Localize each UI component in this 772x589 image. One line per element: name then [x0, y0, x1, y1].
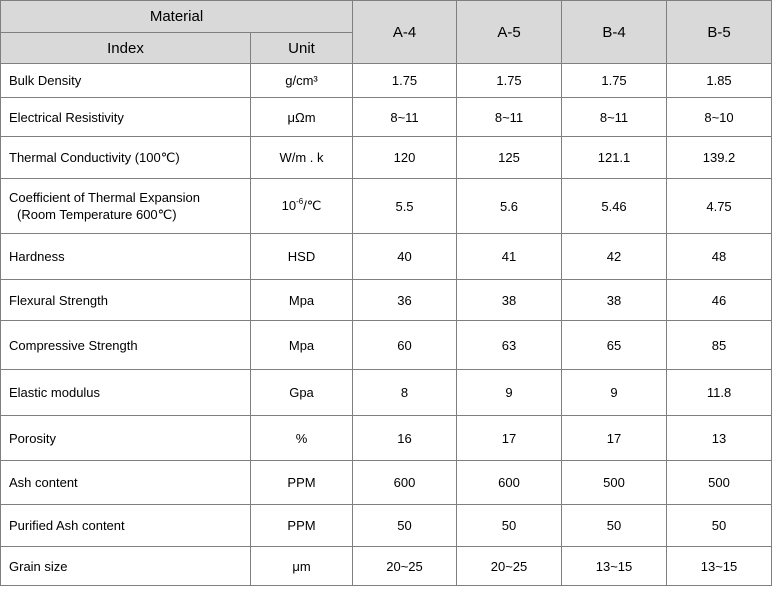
- cell-value: 1.75: [562, 64, 667, 98]
- grade-header-a4: A-4: [353, 1, 457, 64]
- row-unit: $10^{-6}/℃$: [251, 179, 353, 234]
- table-row: [1, 280, 772, 321]
- grade-header-a5: A-5: [457, 1, 562, 64]
- cell-value: 600: [457, 461, 562, 505]
- cell-value: 50: [562, 505, 667, 547]
- table-row: [1, 370, 772, 416]
- cell-value: 8~10: [667, 98, 772, 137]
- row-index: Flexural Strength: [1, 280, 251, 321]
- cell-value: 8~11: [457, 98, 562, 137]
- cell-value: 16: [353, 416, 457, 461]
- cell-value: 5.6: [457, 179, 562, 234]
- cell-value: 50: [353, 505, 457, 547]
- index-header: Index: [1, 33, 251, 64]
- cell-value: 1.85: [667, 64, 772, 98]
- cell-value: 17: [562, 416, 667, 461]
- cell-value: 5.46: [562, 179, 667, 234]
- row-unit: W/m . k: [251, 137, 353, 179]
- cell-value: 9: [457, 370, 562, 416]
- row-unit: HSD: [251, 234, 353, 280]
- row-index-line1: Coefficient of Thermal Expansion: [9, 190, 201, 205]
- cell-value: 13: [667, 416, 772, 461]
- unit-header: Unit: [251, 33, 353, 64]
- row-unit: Mpa: [251, 321, 353, 370]
- table-row: [1, 64, 772, 98]
- row-index: Porosity: [1, 416, 251, 461]
- row-unit: μΩm: [251, 98, 353, 137]
- table-row: [1, 416, 772, 461]
- row-index: Purified Ash content: [1, 505, 251, 547]
- cell-value: 46: [667, 280, 772, 321]
- table-row: [1, 321, 772, 370]
- cell-value: 120: [353, 137, 457, 179]
- cell-value: 13~15: [667, 547, 772, 586]
- cell-value: 125: [457, 137, 562, 179]
- table-row: [1, 461, 772, 505]
- cell-value: 48: [667, 234, 772, 280]
- row-unit: Mpa: [251, 280, 353, 321]
- cell-value: 600: [353, 461, 457, 505]
- cell-value: 11.8: [667, 370, 772, 416]
- cell-value: 500: [562, 461, 667, 505]
- cell-value: 5.5: [353, 179, 457, 234]
- row-unit: PPM: [251, 461, 353, 505]
- grade-header-b4: B-4: [562, 1, 667, 64]
- cell-value: 41: [457, 234, 562, 280]
- row-index: Hardness: [1, 234, 251, 280]
- row-unit: PPM: [251, 505, 353, 547]
- row-index: Thermal Conductivity (100℃): [1, 137, 251, 179]
- table-row: [1, 98, 772, 137]
- cell-value: 60: [353, 321, 457, 370]
- table-row: [1, 137, 772, 179]
- table-row: [1, 505, 772, 547]
- cell-value: 17: [457, 416, 562, 461]
- row-index: [1, 179, 251, 234]
- cell-value: 121.1: [562, 137, 667, 179]
- table-row: [1, 234, 772, 280]
- row-index: Elastic modulus: [1, 370, 251, 416]
- material-header: Material: [1, 1, 353, 33]
- cell-value: 1.75: [457, 64, 562, 98]
- cell-value: 20~25: [353, 547, 457, 586]
- cell-value: 50: [457, 505, 562, 547]
- table-row: [1, 179, 772, 234]
- cell-value: 8~11: [353, 98, 457, 137]
- grade-header-b5: B-5: [667, 1, 772, 64]
- cell-value: 85: [667, 321, 772, 370]
- row-unit: μm: [251, 547, 353, 586]
- row-unit: g/cm³: [251, 64, 353, 98]
- cell-value: 9: [562, 370, 667, 416]
- cell-value: 13~15: [562, 547, 667, 586]
- cell-value: 8: [353, 370, 457, 416]
- cell-value: 50: [667, 505, 772, 547]
- cell-value: 38: [457, 280, 562, 321]
- cell-value: 4.75: [667, 179, 772, 234]
- cell-value: 40: [353, 234, 457, 280]
- cell-value: 65: [562, 321, 667, 370]
- cell-value: 63: [457, 321, 562, 370]
- row-index: Compressive Strength: [1, 321, 251, 370]
- cell-value: 500: [667, 461, 772, 505]
- cell-value: 42: [562, 234, 667, 280]
- cell-value: 36: [353, 280, 457, 321]
- cell-value: 8~11: [562, 98, 667, 137]
- cell-value: 1.75: [353, 64, 457, 98]
- row-index-line2: (Room Temperature 600℃): [17, 207, 177, 222]
- row-index: Bulk Density: [1, 64, 251, 98]
- row-unit: Gpa: [251, 370, 353, 416]
- table-row: [1, 547, 772, 586]
- cell-value: 20~25: [457, 547, 562, 586]
- row-index: Electrical Resistivity: [1, 98, 251, 137]
- cell-value: 38: [562, 280, 667, 321]
- row-index: Grain size: [1, 547, 251, 586]
- cell-value: 139.2: [667, 137, 772, 179]
- row-index: Ash content: [1, 461, 251, 505]
- row-unit: %: [251, 416, 353, 461]
